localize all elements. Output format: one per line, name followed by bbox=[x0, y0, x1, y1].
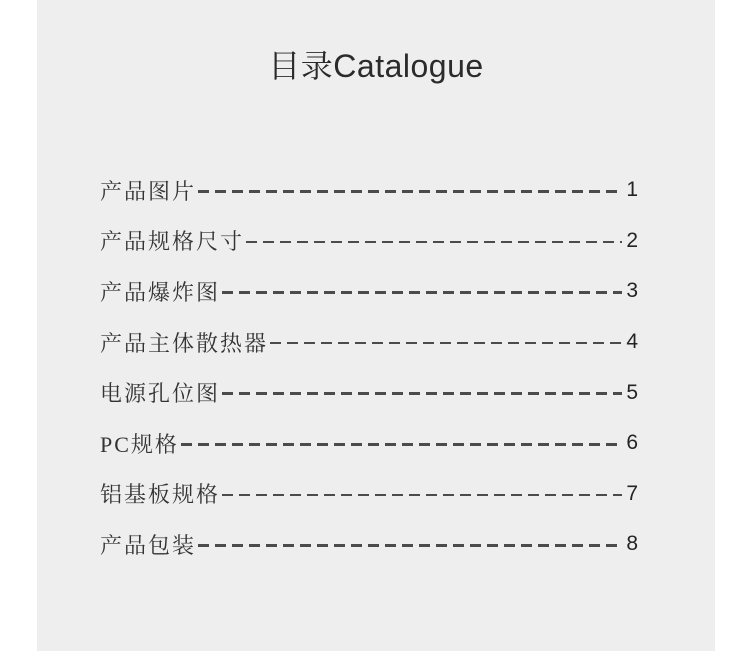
toc-item-label: 铝基板规格 bbox=[100, 482, 221, 508]
page-title: 目录Catalogue bbox=[268, 48, 484, 84]
toc-row bbox=[100, 367, 638, 418]
dash-leader bbox=[222, 291, 622, 294]
page-number: 4 bbox=[626, 330, 638, 354]
page-number: 3 bbox=[626, 279, 638, 303]
catalogue-page bbox=[37, 0, 715, 651]
toc-row bbox=[100, 266, 638, 317]
dash-leader bbox=[181, 443, 622, 446]
page-number: 6 bbox=[626, 431, 638, 455]
page-number: 5 bbox=[626, 380, 638, 404]
page-number: 7 bbox=[626, 481, 638, 505]
dash-leader bbox=[222, 494, 622, 497]
toc-item-label: 产品爆炸图 bbox=[100, 279, 221, 305]
dash-leader bbox=[246, 241, 622, 244]
toc-row bbox=[100, 469, 638, 520]
toc-list bbox=[100, 165, 638, 570]
toc-row bbox=[100, 317, 638, 368]
toc-row bbox=[100, 519, 638, 570]
toc-item-label: 电源孔位图 bbox=[100, 381, 221, 407]
dash-leader bbox=[198, 190, 622, 193]
page-number: 8 bbox=[626, 532, 638, 556]
page-number: 1 bbox=[626, 178, 638, 202]
dash-leader bbox=[198, 544, 622, 547]
toc-row bbox=[100, 165, 638, 216]
toc-item-label: 产品包装 bbox=[100, 532, 197, 558]
toc-item-label: 产品规格尺寸 bbox=[100, 229, 245, 255]
toc-row bbox=[100, 418, 638, 469]
toc-item-label: 产品主体散热器 bbox=[100, 330, 269, 356]
toc-item-label: PC规格 bbox=[100, 431, 179, 457]
toc-item-label: 产品图片 bbox=[100, 178, 197, 204]
dash-leader bbox=[222, 392, 622, 395]
dash-leader bbox=[270, 342, 622, 345]
page-number: 2 bbox=[626, 228, 638, 252]
toc-row bbox=[100, 216, 638, 267]
